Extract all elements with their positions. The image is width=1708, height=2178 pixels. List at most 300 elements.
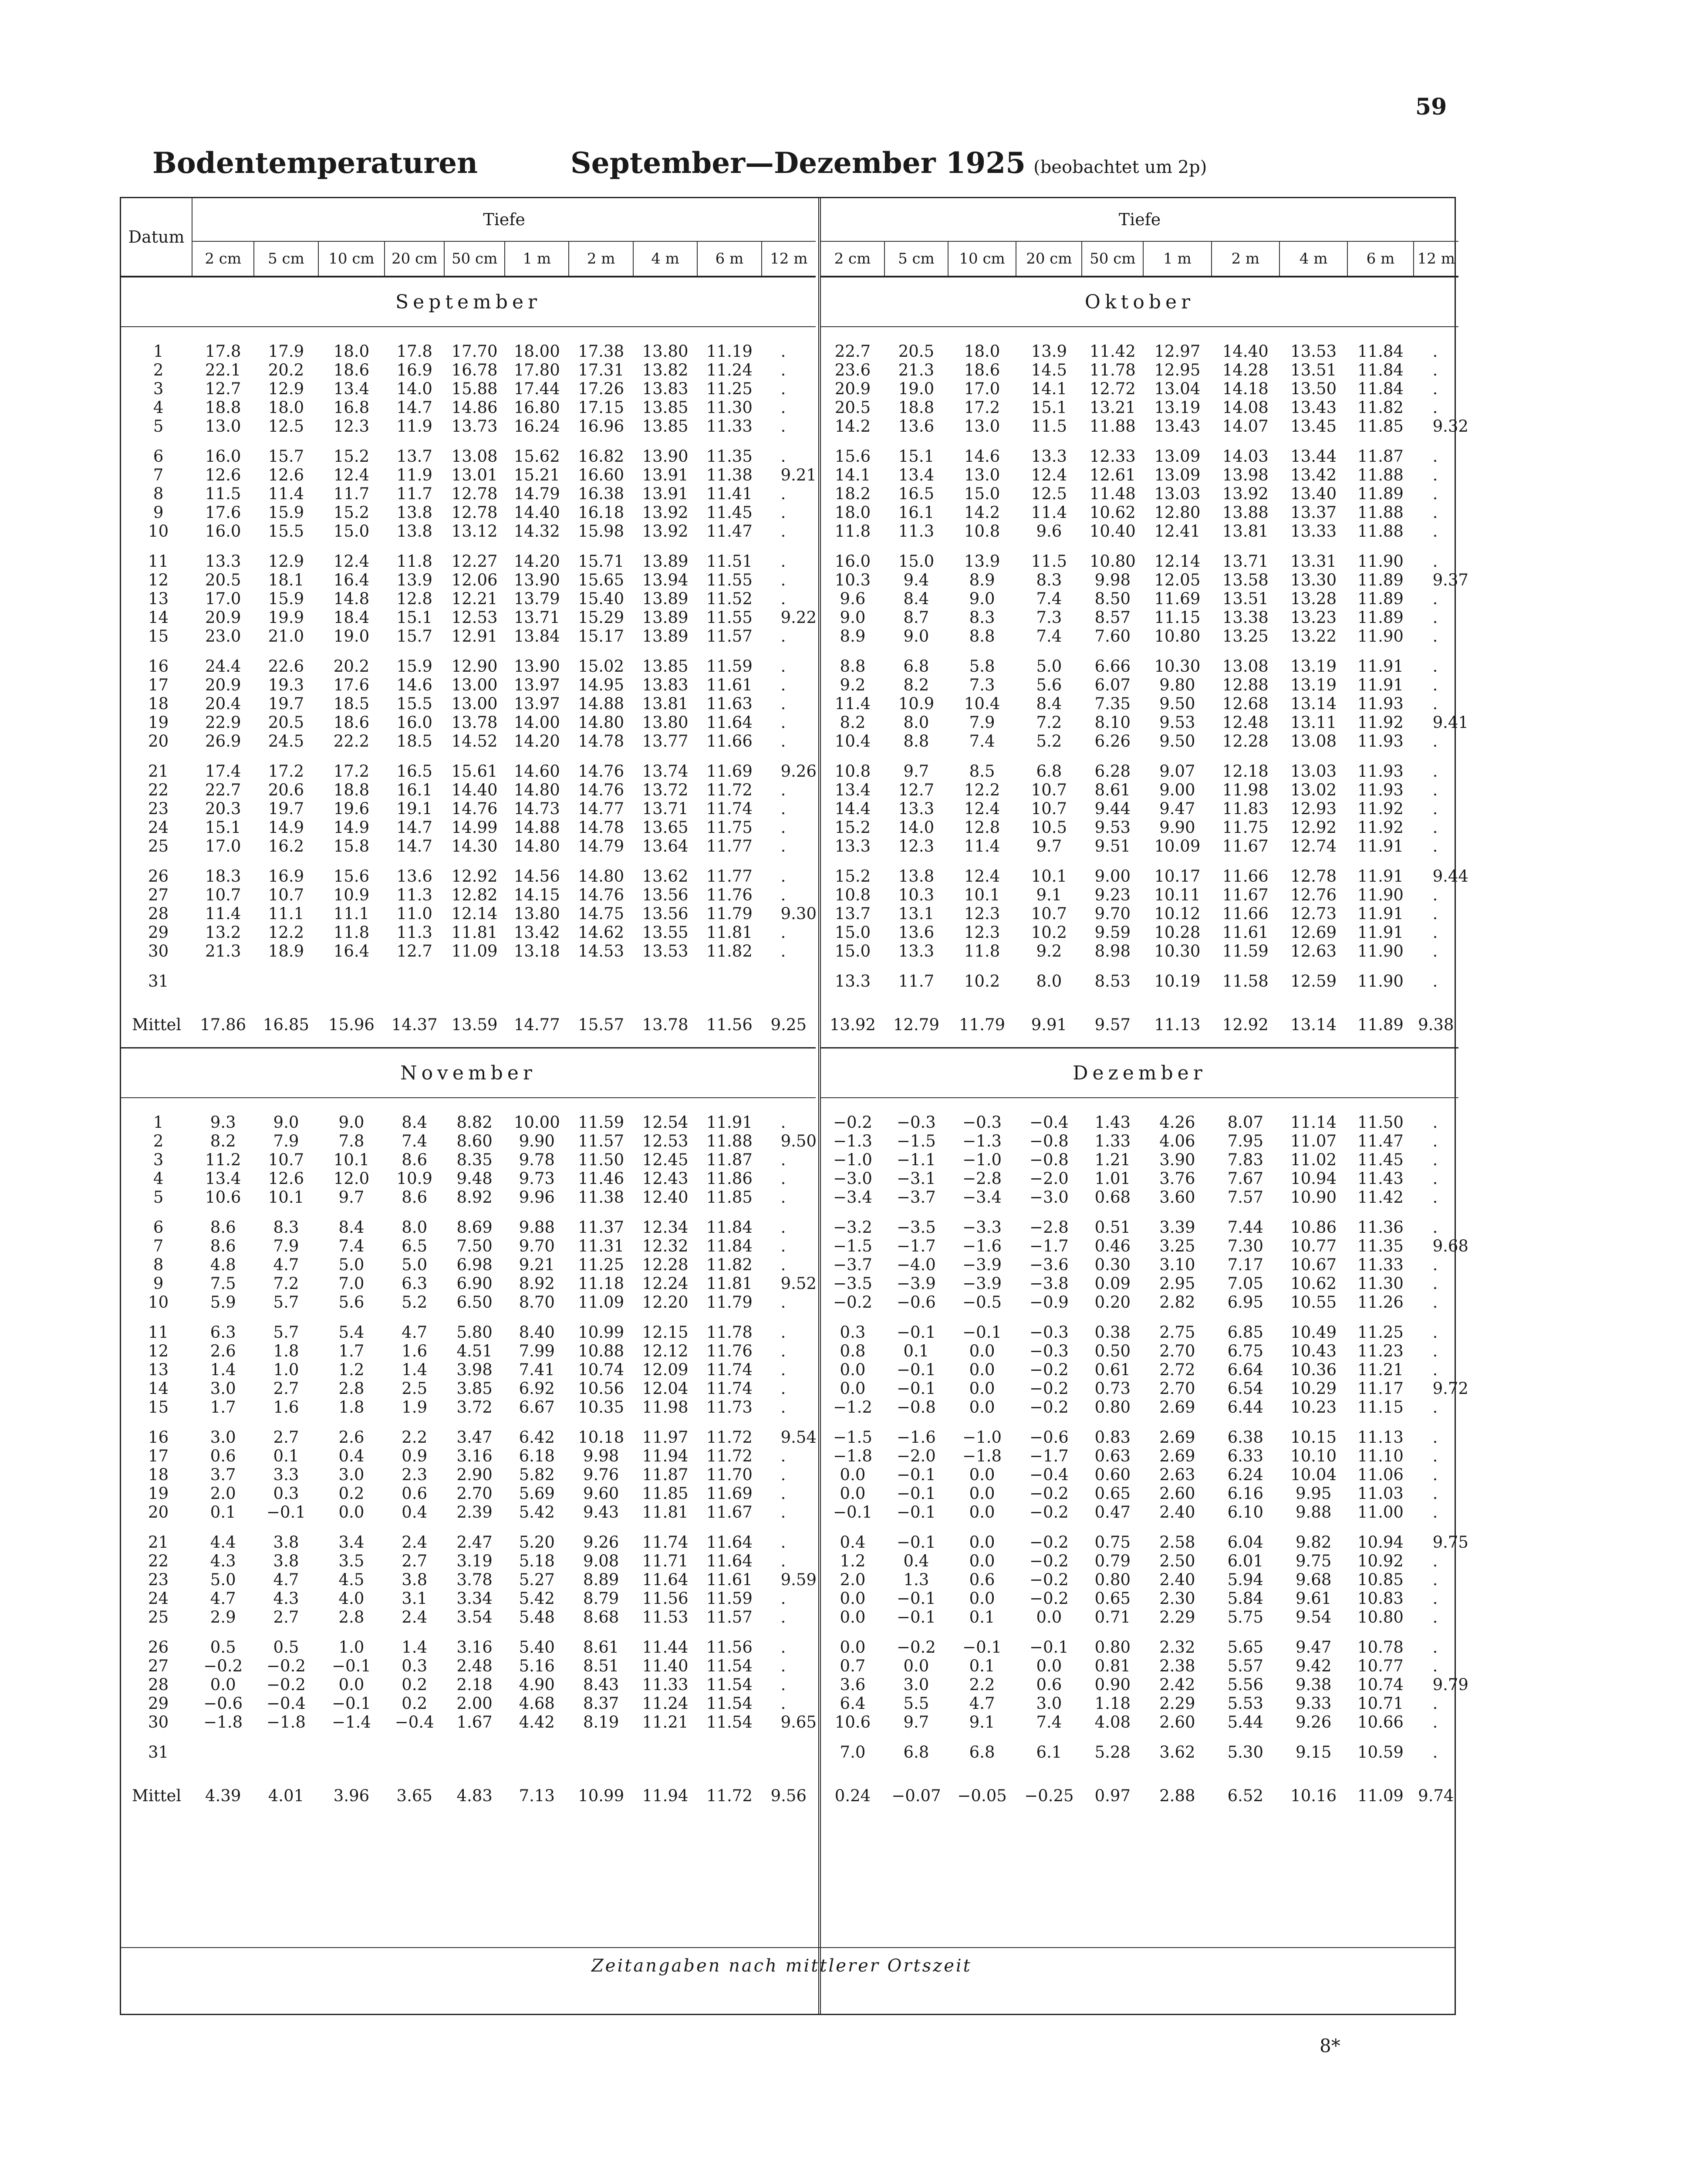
value-cell: 1.4 (402, 1360, 428, 1379)
value-cell: −1.0 (962, 1428, 1002, 1447)
date-cell: 7 (153, 1237, 164, 1255)
date-cell: 16 (148, 1428, 169, 1447)
value-cell: 0.79 (1094, 1552, 1131, 1570)
table-row (821, 417, 1458, 436)
value-cell: 13.33 (1290, 522, 1337, 541)
value-cell: 12.20 (642, 1293, 689, 1312)
table-row (121, 589, 816, 608)
value-cell: 11.7 (333, 484, 370, 503)
value-cell: . (780, 837, 786, 856)
mittel-cell: 14.77 (513, 1015, 560, 1034)
date-cell: 10 (148, 522, 169, 541)
value-cell: 16.5 (898, 484, 935, 503)
value-cell: −3.2 (833, 1218, 872, 1237)
value-cell: 13.7 (396, 447, 432, 466)
value-cell: 5.28 (1094, 1743, 1131, 1762)
value-cell: 0.0 (840, 1638, 866, 1657)
value-cell: . (1432, 398, 1438, 417)
value-cell: 5.84 (1227, 1589, 1263, 1608)
value-cell: 12.06 (451, 571, 498, 589)
value-cell: 4.4 (210, 1533, 236, 1552)
depth-header: 20 cm (385, 241, 444, 277)
table-row (821, 1743, 1458, 1762)
value-cell: 13.3 (898, 799, 935, 818)
value-cell: 11.48 (1089, 484, 1136, 503)
value-cell: . (780, 1638, 786, 1657)
value-cell: −3.4 (962, 1188, 1002, 1207)
value-cell: 4.7 (969, 1694, 995, 1713)
value-cell: 0.2 (402, 1694, 428, 1713)
value-cell: 6.95 (1227, 1293, 1263, 1312)
value-cell: 7.9 (969, 713, 995, 732)
value-cell: . (1432, 627, 1438, 646)
value-cell: 11.88 (1357, 522, 1404, 541)
value-cell: 1.43 (1094, 1113, 1131, 1132)
value-cell: 9.4 (903, 571, 929, 589)
mittel-cell: 11.79 (959, 1015, 1006, 1034)
value-cell: 3.0 (210, 1428, 236, 1447)
value-cell: 10.90 (1290, 1188, 1337, 1207)
value-cell: 2.3 (402, 1465, 428, 1484)
value-cell: 7.8 (338, 1132, 365, 1150)
value-cell: 10.7 (1031, 799, 1067, 818)
table-row (121, 466, 816, 484)
table-row (821, 1237, 1458, 1255)
table-row (121, 1533, 816, 1552)
value-cell: 0.1 (969, 1657, 995, 1675)
table-row (821, 1342, 1458, 1360)
value-cell: 13.9 (1031, 342, 1067, 361)
value-cell: −1.1 (897, 1150, 936, 1169)
value-cell: 0.0 (903, 1657, 929, 1675)
value-cell: 12.72 (1089, 379, 1136, 398)
mittel-row (121, 1002, 816, 1048)
value-cell: −0.8 (897, 1398, 936, 1417)
value-cell: 12.3 (333, 417, 370, 436)
value-cell: . (1432, 904, 1438, 923)
value-cell: 12.63 (1290, 942, 1337, 960)
value-cell: 10.1 (268, 1188, 304, 1207)
value-cell: . (780, 627, 786, 646)
value-cell: 17.9 (268, 342, 304, 361)
value-cell: . (1432, 1188, 1438, 1207)
value-cell: . (780, 1503, 786, 1522)
table-row (121, 1255, 816, 1274)
value-cell: 9.79 (1432, 1675, 1468, 1694)
value-cell: 0.0 (840, 1360, 866, 1379)
value-cell: 5.27 (519, 1570, 555, 1589)
value-cell: 19.3 (268, 676, 304, 694)
value-cell: 6.98 (456, 1255, 493, 1274)
value-cell: 9.98 (583, 1447, 619, 1465)
mittel-cell: 11.94 (642, 1786, 689, 1805)
mittel-cell: 10.16 (1290, 1786, 1337, 1805)
value-cell: 1.7 (338, 1342, 365, 1360)
value-cell: 8.7 (903, 608, 929, 627)
date-cell: 23 (148, 799, 169, 818)
value-cell: 3.10 (1159, 1255, 1195, 1274)
value-cell: 16.38 (578, 484, 624, 503)
value-cell: −1.8 (833, 1447, 872, 1465)
value-cell: 9.88 (519, 1218, 555, 1237)
value-cell: 0.0 (969, 1398, 995, 1417)
value-cell: 18.3 (205, 867, 241, 886)
value-cell: 5.30 (1227, 1743, 1263, 1762)
date-cell: 5 (153, 417, 164, 436)
table-row (821, 1255, 1458, 1274)
value-cell: 10.49 (1290, 1323, 1337, 1342)
value-cell: −0.2 (1029, 1360, 1069, 1379)
value-cell: 11.77 (706, 867, 753, 886)
value-cell: 15.29 (578, 608, 624, 627)
value-cell: 12.12 (642, 1342, 689, 1360)
value-cell: 13.79 (513, 589, 560, 608)
value-cell: 12.8 (964, 818, 1000, 837)
value-cell: 11.9 (396, 466, 432, 484)
value-cell: 9.26 (780, 762, 817, 781)
value-cell: 13.03 (1290, 762, 1337, 781)
value-cell: 0.81 (1094, 1657, 1131, 1675)
value-cell: 2.90 (456, 1465, 493, 1484)
value-cell: 13.56 (642, 904, 689, 923)
value-cell: 2.4 (402, 1608, 428, 1627)
table-frame (120, 197, 1468, 2015)
date-cell: 26 (148, 1638, 169, 1657)
value-cell: 13.3 (834, 972, 871, 991)
table-row (821, 972, 1458, 991)
table-row (821, 1113, 1458, 1132)
value-cell: 2.95 (1159, 1274, 1195, 1293)
value-cell: . (1432, 1552, 1438, 1570)
date-cell: 20 (148, 732, 169, 751)
value-cell: 0.0 (840, 1589, 866, 1608)
value-cell: 6.54 (1227, 1379, 1263, 1398)
value-cell: 17.26 (578, 379, 624, 398)
value-cell: 3.19 (456, 1552, 493, 1570)
value-cell: 14.86 (451, 398, 498, 417)
value-cell: 11.44 (642, 1638, 689, 1657)
value-cell: . (1432, 447, 1438, 466)
value-cell: 11.03 (1357, 1484, 1404, 1503)
value-cell: 13.65 (642, 818, 689, 837)
value-cell: 13.19 (1290, 676, 1337, 694)
value-cell: 13.43 (1290, 398, 1337, 417)
value-cell: 11.90 (1357, 627, 1404, 646)
value-cell: 12.40 (642, 1188, 689, 1207)
value-cell: 18.00 (513, 342, 560, 361)
value-cell: 11.3 (898, 522, 935, 541)
value-cell: −0.3 (1029, 1323, 1069, 1342)
value-cell: . (780, 552, 786, 571)
table-row (121, 1113, 816, 1132)
value-cell: 8.6 (210, 1237, 236, 1255)
table-row (121, 1398, 816, 1417)
value-cell: 13.0 (964, 417, 1000, 436)
value-cell: 13.90 (513, 657, 560, 676)
value-cell: 14.0 (396, 379, 432, 398)
value-cell: 2.5 (402, 1379, 428, 1398)
value-cell (385, 1743, 444, 1762)
value-cell: 11.00 (1357, 1503, 1404, 1522)
value-cell: 14.8 (333, 589, 370, 608)
value-cell: 3.60 (1159, 1188, 1195, 1207)
value-cell: 13.19 (1154, 398, 1201, 417)
table-row (821, 1713, 1458, 1732)
value-cell: 0.0 (840, 1608, 866, 1627)
value-cell: 5.48 (519, 1608, 555, 1627)
value-cell: 11.45 (1357, 1150, 1404, 1169)
table-row (821, 1533, 1458, 1552)
value-cell: 9.70 (1094, 904, 1131, 923)
value-cell: 10.8 (834, 762, 871, 781)
value-cell: 15.62 (513, 447, 560, 466)
value-cell: 20.5 (268, 713, 304, 732)
value-cell: 12.05 (1154, 571, 1201, 589)
value-cell: 7.4 (1036, 627, 1062, 646)
value-cell: 17.38 (578, 342, 624, 361)
table-row (821, 1638, 1458, 1657)
value-cell: 16.0 (205, 447, 241, 466)
value-cell: 10.7 (268, 886, 304, 904)
value-cell: 13.81 (642, 694, 689, 713)
mittel-cell: −0.07 (891, 1786, 941, 1805)
value-cell: 14.00 (513, 713, 560, 732)
value-cell: 13.08 (1222, 657, 1269, 676)
value-cell: 20.6 (268, 781, 304, 799)
value-cell: 13.94 (642, 571, 689, 589)
value-cell: 9.51 (1094, 837, 1131, 856)
value-cell: 11.77 (706, 837, 753, 856)
value-cell: 11.25 (1357, 1323, 1404, 1342)
value-cell: 13.38 (1222, 608, 1269, 627)
value-cell: 11.09 (578, 1293, 624, 1312)
value-cell: 16.8 (333, 398, 370, 417)
value-cell: −0.2 (1029, 1484, 1069, 1503)
value-cell: 11.72 (706, 781, 753, 799)
value-cell (192, 1743, 254, 1762)
value-cell: 12.69 (1290, 923, 1337, 942)
value-cell: . (1432, 1255, 1438, 1274)
date-cell: 11 (148, 1323, 169, 1342)
value-cell: 9.41 (1432, 713, 1468, 732)
value-cell: 5.8 (969, 657, 995, 676)
date-cell: 24 (148, 1589, 169, 1608)
date-cell: 30 (148, 942, 169, 960)
value-cell: 11.84 (706, 1218, 753, 1237)
value-cell: 9.52 (780, 1274, 817, 1293)
value-cell: 3.5 (338, 1552, 365, 1570)
value-cell: 6.8 (1036, 762, 1062, 781)
value-cell: −1.6 (962, 1237, 1002, 1255)
value-cell: 3.62 (1159, 1743, 1195, 1762)
value-cell: −0.1 (897, 1503, 936, 1522)
value-cell: 14.7 (396, 398, 432, 417)
value-cell: 20.5 (834, 398, 871, 417)
value-cell: 7.3 (969, 676, 995, 694)
value-cell: 13.91 (642, 484, 689, 503)
date-cell: 5 (153, 1188, 164, 1207)
value-cell: 12.6 (268, 1169, 304, 1188)
value-cell: 12.88 (1222, 676, 1269, 694)
value-cell: . (1432, 657, 1438, 676)
value-cell: 3.16 (456, 1447, 493, 1465)
value-cell: . (780, 732, 786, 751)
value-cell: 12.5 (1031, 484, 1067, 503)
value-cell: 16.80 (513, 398, 560, 417)
value-cell: 11.4 (205, 904, 241, 923)
mittel-row (821, 1773, 1458, 1818)
value-cell: 15.0 (898, 552, 935, 571)
value-cell: 10.23 (1290, 1398, 1337, 1417)
depth-header: 2 m (569, 241, 633, 277)
value-cell (633, 972, 697, 991)
table-row (121, 608, 816, 627)
value-cell: 0.4 (840, 1533, 866, 1552)
value-cell: −3.7 (897, 1188, 936, 1207)
value-cell: 6.01 (1227, 1552, 1263, 1570)
value-cell: 1.6 (273, 1398, 299, 1417)
value-cell: 11.89 (1357, 589, 1404, 608)
value-cell: 11.24 (706, 361, 753, 379)
value-cell: 9.37 (1432, 571, 1468, 589)
value-cell: 9.7 (1036, 837, 1062, 856)
value-cell: 2.60 (1159, 1484, 1195, 1503)
value-cell: 3.6 (840, 1675, 866, 1694)
value-cell: . (780, 1694, 786, 1713)
value-cell: 9.54 (780, 1428, 817, 1447)
value-cell: −1.2 (833, 1398, 872, 1417)
value-cell: 11.61 (706, 676, 753, 694)
table-row (121, 398, 816, 417)
value-cell: 8.4 (1036, 694, 1062, 713)
mittel-cell: 3.65 (396, 1786, 432, 1805)
value-cell: 12.15 (642, 1323, 689, 1342)
value-cell: 2.72 (1159, 1360, 1195, 1379)
value-cell: −3.9 (962, 1274, 1002, 1293)
value-cell: 11.82 (706, 1255, 753, 1274)
value-cell: 5.6 (1036, 676, 1062, 694)
value-cell: 21.0 (268, 627, 304, 646)
value-cell: 11.93 (1357, 762, 1404, 781)
value-cell: . (1432, 361, 1438, 379)
value-cell: 14.4 (834, 799, 871, 818)
value-cell: . (780, 1150, 786, 1169)
depth-header: 2 m (1212, 241, 1279, 277)
value-cell: 0.75 (1094, 1533, 1131, 1552)
value-cell: 11.57 (706, 1608, 753, 1627)
value-cell: 10.99 (578, 1323, 624, 1342)
value-cell: 11.7 (396, 484, 432, 503)
value-cell: 11.24 (642, 1694, 689, 1713)
table-row (821, 1293, 1458, 1312)
value-cell: 5.7 (273, 1293, 299, 1312)
value-cell: 2.6 (338, 1428, 365, 1447)
table-row (821, 1379, 1458, 1398)
value-cell: 7.83 (1227, 1150, 1263, 1169)
value-cell: 13.98 (1222, 466, 1269, 484)
value-cell: 2.7 (273, 1608, 299, 1627)
value-cell: . (1432, 732, 1438, 751)
value-cell: 22.2 (333, 732, 370, 751)
table-row (121, 503, 816, 522)
mittel-cell: 9.57 (1094, 1015, 1131, 1034)
value-cell: 8.92 (519, 1274, 555, 1293)
value-cell: 11.85 (642, 1484, 689, 1503)
value-cell: 12.14 (451, 904, 498, 923)
value-cell: 11.89 (1357, 608, 1404, 627)
value-cell: 6.28 (1094, 762, 1131, 781)
value-cell: 9.88 (1296, 1503, 1332, 1522)
table-row (821, 503, 1458, 522)
value-cell: 11.83 (1222, 799, 1269, 818)
page-footer: 8* (1320, 2035, 1340, 2056)
value-cell: −3.4 (833, 1188, 872, 1207)
value-cell: 10.28 (1154, 923, 1201, 942)
value-cell: 15.1 (396, 608, 432, 627)
value-cell: 19.1 (396, 799, 432, 818)
value-cell: 6.90 (456, 1274, 493, 1293)
value-cell: 14.6 (964, 447, 1000, 466)
value-cell: 13.92 (1222, 484, 1269, 503)
table-row (121, 1713, 816, 1732)
value-cell (505, 1743, 569, 1762)
value-cell: . (1432, 1169, 1438, 1188)
value-cell: . (1432, 1608, 1438, 1627)
value-cell: 13.72 (642, 781, 689, 799)
table-row (821, 627, 1458, 646)
date-cell: 3 (153, 379, 164, 398)
value-cell (762, 972, 816, 991)
value-cell: 13.82 (642, 361, 689, 379)
value-cell: 7.2 (1036, 713, 1062, 732)
value-cell: 13.8 (898, 867, 935, 886)
tiefe-header: Tiefe (192, 198, 816, 241)
value-cell: 12.7 (205, 379, 241, 398)
value-cell: 0.4 (402, 1503, 428, 1522)
date-cell: 3 (153, 1150, 164, 1169)
value-cell: 20.5 (898, 342, 935, 361)
value-cell: 3.4 (338, 1533, 365, 1552)
table-row (821, 1398, 1458, 1417)
value-cell: −0.6 (1029, 1428, 1069, 1447)
value-cell: 4.0 (338, 1589, 365, 1608)
value-cell: 9.1 (1036, 886, 1062, 904)
value-cell: 9.33 (1296, 1694, 1332, 1713)
value-cell: 0.68 (1094, 1188, 1131, 1207)
value-cell: 8.57 (1094, 608, 1131, 627)
value-cell: 11.4 (1031, 503, 1067, 522)
value-cell: 11.76 (706, 1342, 753, 1360)
value-cell: 9.76 (583, 1465, 619, 1484)
value-cell: 8.4 (338, 1218, 365, 1237)
value-cell: . (1432, 1150, 1438, 1169)
value-cell: 9.00 (1159, 781, 1195, 799)
mittel-cell: 9.74 (1418, 1786, 1454, 1805)
value-cell: 13.7 (834, 904, 871, 923)
value-cell: 3.90 (1159, 1150, 1195, 1169)
value-cell: . (780, 589, 786, 608)
depth-header: 50 cm (1082, 241, 1143, 277)
date-cell: 15 (148, 627, 169, 646)
value-cell: 14.79 (578, 837, 624, 856)
value-cell: 11.88 (706, 1132, 753, 1150)
value-cell: 7.5 (210, 1274, 236, 1293)
value-cell: 10.80 (1154, 627, 1201, 646)
value-cell: 15.0 (964, 484, 1000, 503)
value-cell: . (780, 1552, 786, 1570)
value-cell: 8.35 (456, 1150, 493, 1169)
value-cell: 18.0 (333, 342, 370, 361)
